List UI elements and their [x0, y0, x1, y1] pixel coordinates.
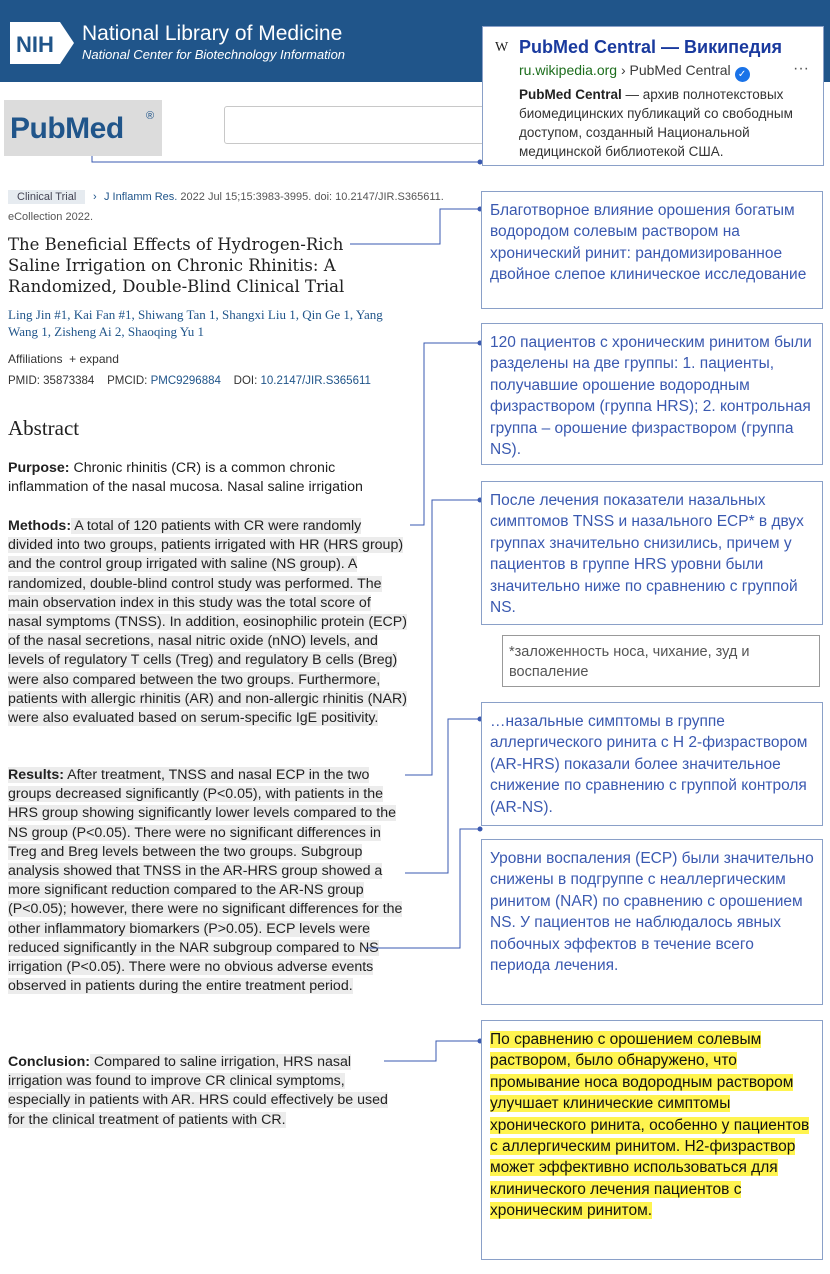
pubmed-logo-text: PubMed	[10, 112, 124, 145]
doi-link[interactable]: 10.2147/JIR.S365611	[260, 375, 371, 387]
pmcid-link[interactable]: PMC9296884	[150, 375, 221, 387]
verified-badge-icon: ✓	[735, 67, 750, 82]
more-options-icon[interactable]: ···	[793, 60, 809, 77]
wiki-card-domain: ru.wikipedia.org	[519, 62, 618, 78]
wiki-card-url	[519, 62, 750, 82]
wiki-card-path: › PubMed Central	[617, 62, 731, 78]
wiki-desc-bold: PubMed Central	[519, 87, 622, 102]
article-title: The Beneficial Effects of Hydrogen-Rich Saline Irrigation on Chronic Rhinitis: A Randomized, Double-Blind Clinical Trial	[8, 235, 345, 296]
wikipedia-w-icon: W	[495, 40, 509, 55]
results-label: Results:	[8, 767, 64, 783]
purpose-text: Chronic rhinitis (CR) is a common chronic inflammation of the nasal mucosa. Nasal saline irrigation	[8, 460, 363, 496]
annotation-conclusion-ru	[481, 1020, 823, 1260]
annotation-title-ru: Благотворное влияние орошения богатым водородом солевым раствором на хронический ринит: рандомизированное двойное слепое клиническое исследование	[481, 191, 823, 309]
doi-label: DOI:	[233, 375, 258, 387]
nlm-title[interactable]: National Library of Medicine	[82, 22, 343, 45]
results-text-b: ECP levels were reduced significantly in the NAR subgroup compared to NS irrigation (P<0.05). There were no obvious adverse events observed in patients during the entire treatment period.	[8, 920, 379, 995]
svg-text:NIH: NIH	[16, 32, 54, 57]
ncbi-subtitle: National Center for Biotechnology Information	[82, 47, 346, 62]
chevron-right-icon: ›	[93, 191, 97, 203]
ecollection: eCollection 2022.	[8, 211, 94, 223]
pmid-label: PMID:	[8, 375, 40, 387]
author-list[interactable]: Ling Jin #1, Kai Fan #1, Shiwang Tan 1, Shangxi Liu 1, Qin Ge 1, Yang Wang 1, Zisheng Ai 2, Shaoqing Yu 1	[8, 307, 383, 339]
annotation-results-ru: После лечения показатели назальных симптомов TNSS и назального ECP* в двух группах значительно снизились, причем у пациентов в группе HRS уровни были значительно ниже по сравнению с группой NS.	[481, 481, 823, 625]
methods-label: Methods:	[8, 518, 72, 534]
conclusion-text: Compared to saline irrigation, HRS nasal irrigation was found to improve CR clinical symptoms, especially in patients with AR. HRS could effectively be used for the clinical treatment of patients with CR.	[8, 1054, 388, 1128]
purpose-label: Purpose:	[8, 460, 70, 476]
methods-text: A total of 120 patients with CR were randomly divided into two groups, patients irrigated with HR (HRS group) and the control group irrigated with saline (NS group). A randomized, double-blind control study was performed. The main observation index in this study was the total score of nasal symptoms (TNSS). In addition, eosinophilic protein (ECP) of the nasal secretions, nasal nitric oxide (nNO) levels, and levels of regulatory T cells (Treg) and regulatory B cells (Breg) were also compared between the two groups. Furthermore, patients with allergic rhinitis (AR) and non-allergic rhinitis (NAR) were also evaluated based on serum-specific IgE positivity.	[8, 518, 407, 727]
wiki-desc-text: — архив полнотекстовых биомедицинских публикаций со свободным доступом, созданный Национальной медицинской библиотекой США.	[519, 87, 793, 159]
results-text-a: After treatment, TNSS and nasal ECP in the two groups decreased significantly (P<0.05), with patients in the HRS group showing significantly lower levels compared to the NS group (P<0.05). There were no significant differences in Treg and Breg levels between the two groups. Subgroup analysis showed that TNSS in the AR-HRS group showed a more significant reduction compared to the AR-NS group (P<0.05); however, there were no significant differences for the other inflammatory biomarkers (P>0.05).	[8, 767, 403, 937]
pubmed-reg-mark: ®	[146, 110, 155, 122]
annotation-subgroup-ru: …назальные симптомы в группе аллергического ринита с Н 2-физраствором (AR-HRS) показали более значительное снижение по сравнению с группой контроля (AR-NS).	[481, 702, 823, 826]
annotation-footnote-ru: *заложенность носа, чихание, зуд и воспаление	[502, 635, 820, 687]
annotation-methods-ru: 120 пациентов с хроническим ринитом были разделены на две группы: 1. пациенты, получавшие орошение водородным физраствором (группа HRS); 2. контрольная группа – орошение физраствором (группа NS).	[481, 323, 823, 465]
expand-button[interactable]: + expand	[69, 352, 119, 366]
abstract-heading: Abstract	[8, 416, 80, 440]
conclusion-label: Conclusion:	[8, 1054, 90, 1070]
journal-link[interactable]: J Inflamm Res.	[104, 191, 178, 203]
wiki-card-title[interactable]: PubMed Central — Википедия	[519, 37, 783, 57]
wikipedia-search-card[interactable]	[482, 26, 824, 166]
affiliations-label: Affiliations	[8, 352, 63, 366]
conclusion-ru-highlight: По сравнению с орошением солевым раствором, было обнаружено, что промывание носа водородным раствором улучшает клинические симптомы хронического ринита, особенно у пациентов с аллергическим ринитом. Н2-физраствор может эффективно использоваться для клинического лечения пациентов с хроническим ринитом.	[490, 1031, 810, 1220]
wiki-card-description	[519, 85, 815, 161]
citation-details: 2022 Jul 15;15:3983-3995. doi: 10.2147/JIR.S365611.	[177, 191, 444, 203]
annotation-ecp-ru: Уровни воспаления (ECP) были значительно снижены в подгруппе с неаллергическим ринитом (NAR) по сравнению с орошением NS. У пациентов не наблюдалось явных побочных эффектов в течение всего периода лечения.	[481, 839, 823, 1005]
publication-type-badge[interactable]: Clinical Trial	[8, 190, 85, 204]
pmcid-label: PMCID:	[107, 375, 148, 387]
pmid-value: 35873384	[43, 375, 95, 387]
